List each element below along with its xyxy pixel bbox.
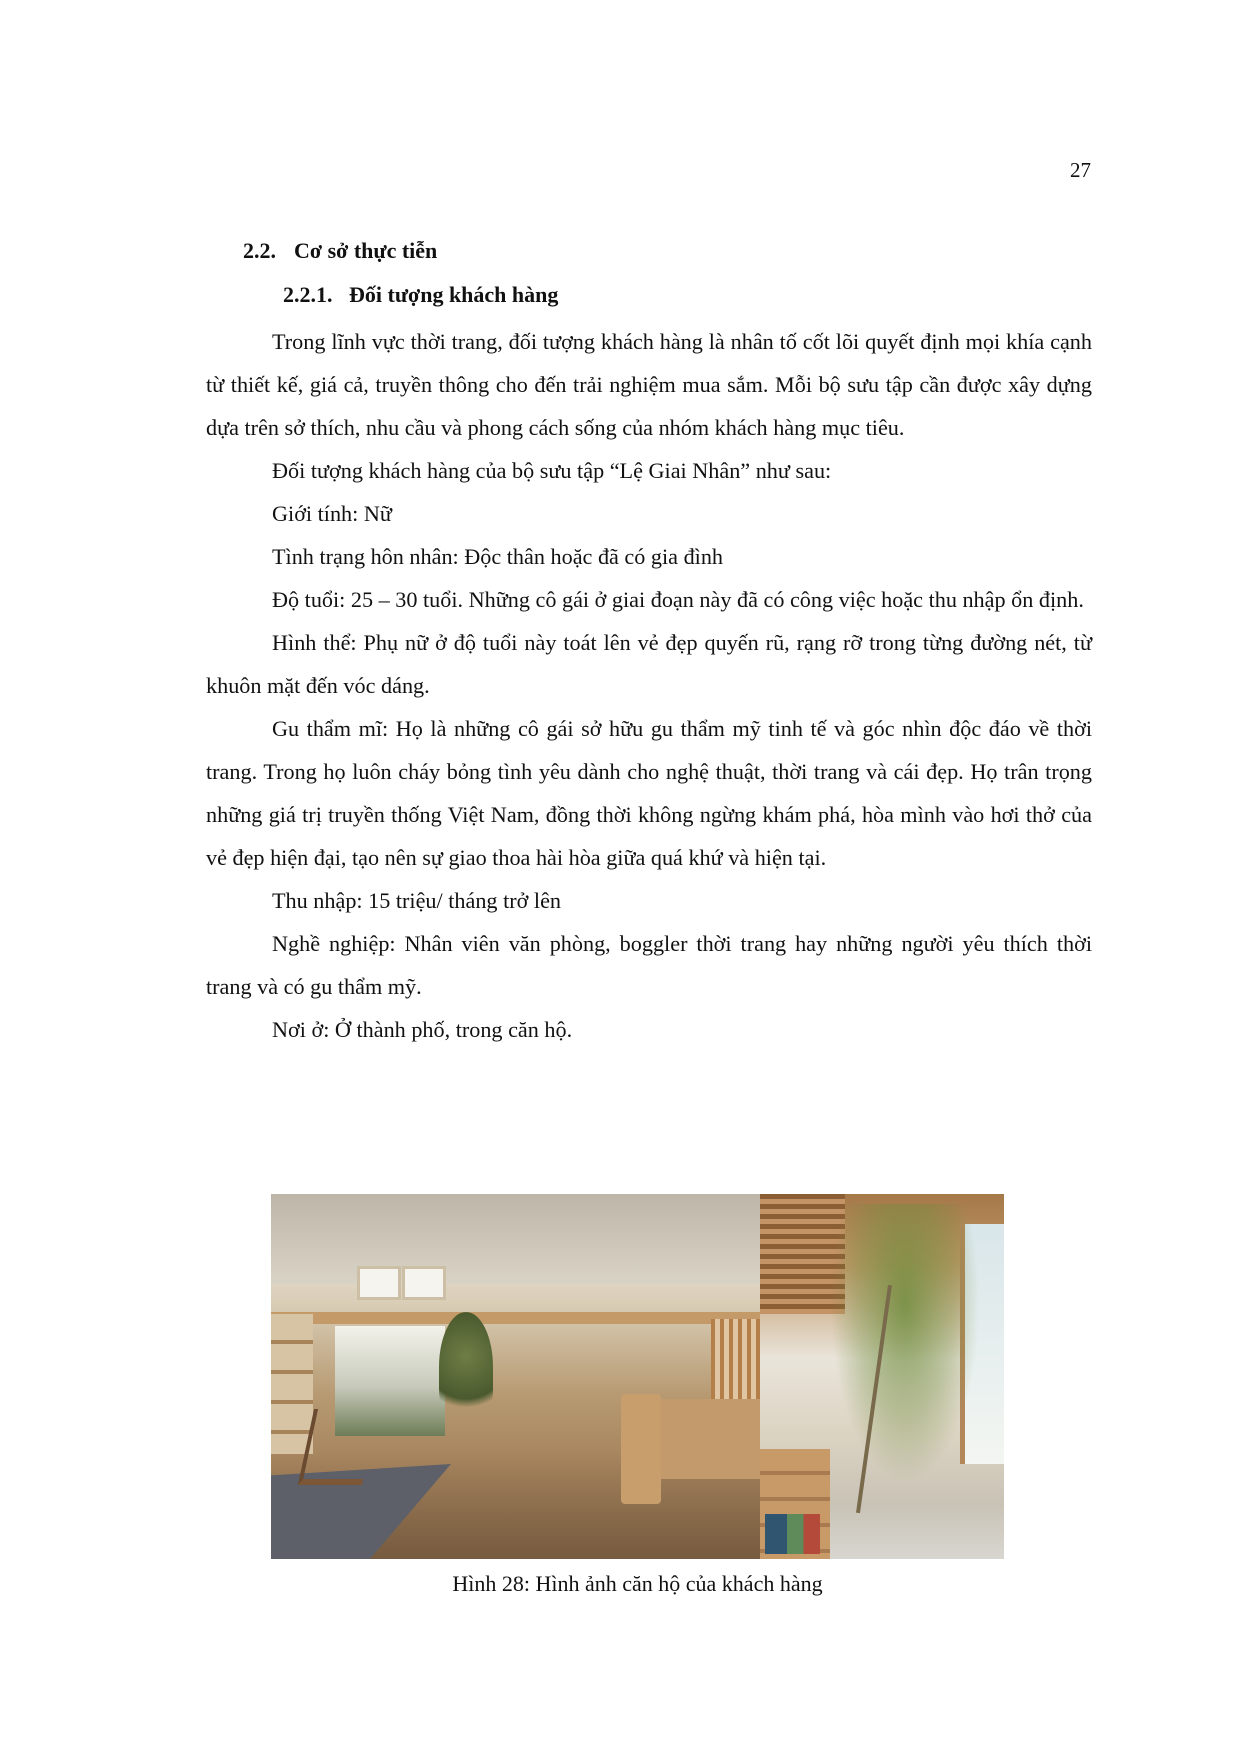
body-shape-item: Hình thể: Phụ nữ ở độ tuổi này toát lên vẻ đẹp quyến rũ, rạng rỡ trong từng đường nét, từ khuôn mặt đến vóc dáng. <box>206 630 1092 698</box>
income-item: Thu nhập: 15 triệu/ tháng trở lên <box>272 888 562 913</box>
indoor-tree-shape <box>439 1312 493 1422</box>
atrium-photo <box>760 1194 1004 1559</box>
section-heading <box>243 238 437 264</box>
ceiling-shape <box>271 1194 760 1284</box>
clerestory-window-shape <box>357 1266 401 1300</box>
books-shape <box>765 1514 820 1554</box>
atrium-tree-shape <box>830 1204 980 1484</box>
dining-chair-shape <box>621 1394 661 1504</box>
body-text <box>206 320 1092 1051</box>
section-heading-title: Cơ sở thực tiễn <box>294 238 438 263</box>
subsection-heading-title: Đối tượng khách hàng <box>349 282 559 307</box>
residence-item: Nơi ở: Ở thành phố, trong căn hộ. <box>272 1017 573 1042</box>
page-number: 27 <box>1070 158 1091 182</box>
section-heading-number: 2.2. <box>243 238 276 263</box>
gender-item: Giới tính: Nữ <box>272 501 392 526</box>
wood-beam-shape <box>271 1312 760 1324</box>
occupation-item: Nghề nghiệp: Nhân viên văn phòng, boggler thời trang hay những người yêu thích thời trang và có gu thẩm mỹ. <box>206 931 1092 999</box>
wood-louver-shape <box>711 1319 760 1399</box>
age-item: Độ tuổi: 25 – 30 tuổi. Những cô gái ở giai đoạn này đã có công việc hoặc thu nhập ổn định. <box>272 587 1084 612</box>
figure-caption: Hình 28: Hình ảnh căn hộ của khách hàng <box>452 1571 823 1596</box>
intro-paragraph: Trong lĩnh vực thời trang, đối tượng khách hàng là nhân tố cốt lõi quyết định mọi khía cạnh từ thiết kế, giá cả, truyền thông cho đến trải nghiệm mua sắm. Mỗi bộ sưu tập cần được xây dựng dựa trên sở thích, nhu cầu và phong cách sống của nhóm khách hàng mục tiêu. <box>206 329 1092 440</box>
aesthetic-taste-item: Gu thẩm mĩ: Họ là những cô gái sở hữu gu thẩm mỹ tinh tế và góc nhìn độc đáo về thời trang. Trong họ luôn cháy bỏng tình yêu dành cho nghệ thuật, thời trang và cái đẹp. Họ trân trọng những giá trị truyền thống Việt Nam, đồng thời không ngừng khám phá, hòa mình vào hơi thở của vẻ đẹp hiện đại, tạo nên sự giao thoa hài hòa giữa quá khứ và hiện tại. <box>206 716 1092 870</box>
marital-status-item: Tình trạng hôn nhân: Độc thân hoặc đã có gia đình <box>272 544 724 569</box>
subsection-heading <box>283 282 558 308</box>
bookshelf-shape <box>271 1314 313 1454</box>
clerestory-window-shape <box>402 1266 446 1300</box>
figure-apartment-images <box>271 1194 1004 1559</box>
living-room-photo <box>271 1194 760 1559</box>
kitchen-counter-shape <box>651 1399 760 1479</box>
subsection-heading-number: 2.2.1. <box>283 282 333 307</box>
customer-intro: Đối tượng khách hàng của bộ sưu tập “Lệ Giai Nhân” như sau: <box>272 458 832 483</box>
